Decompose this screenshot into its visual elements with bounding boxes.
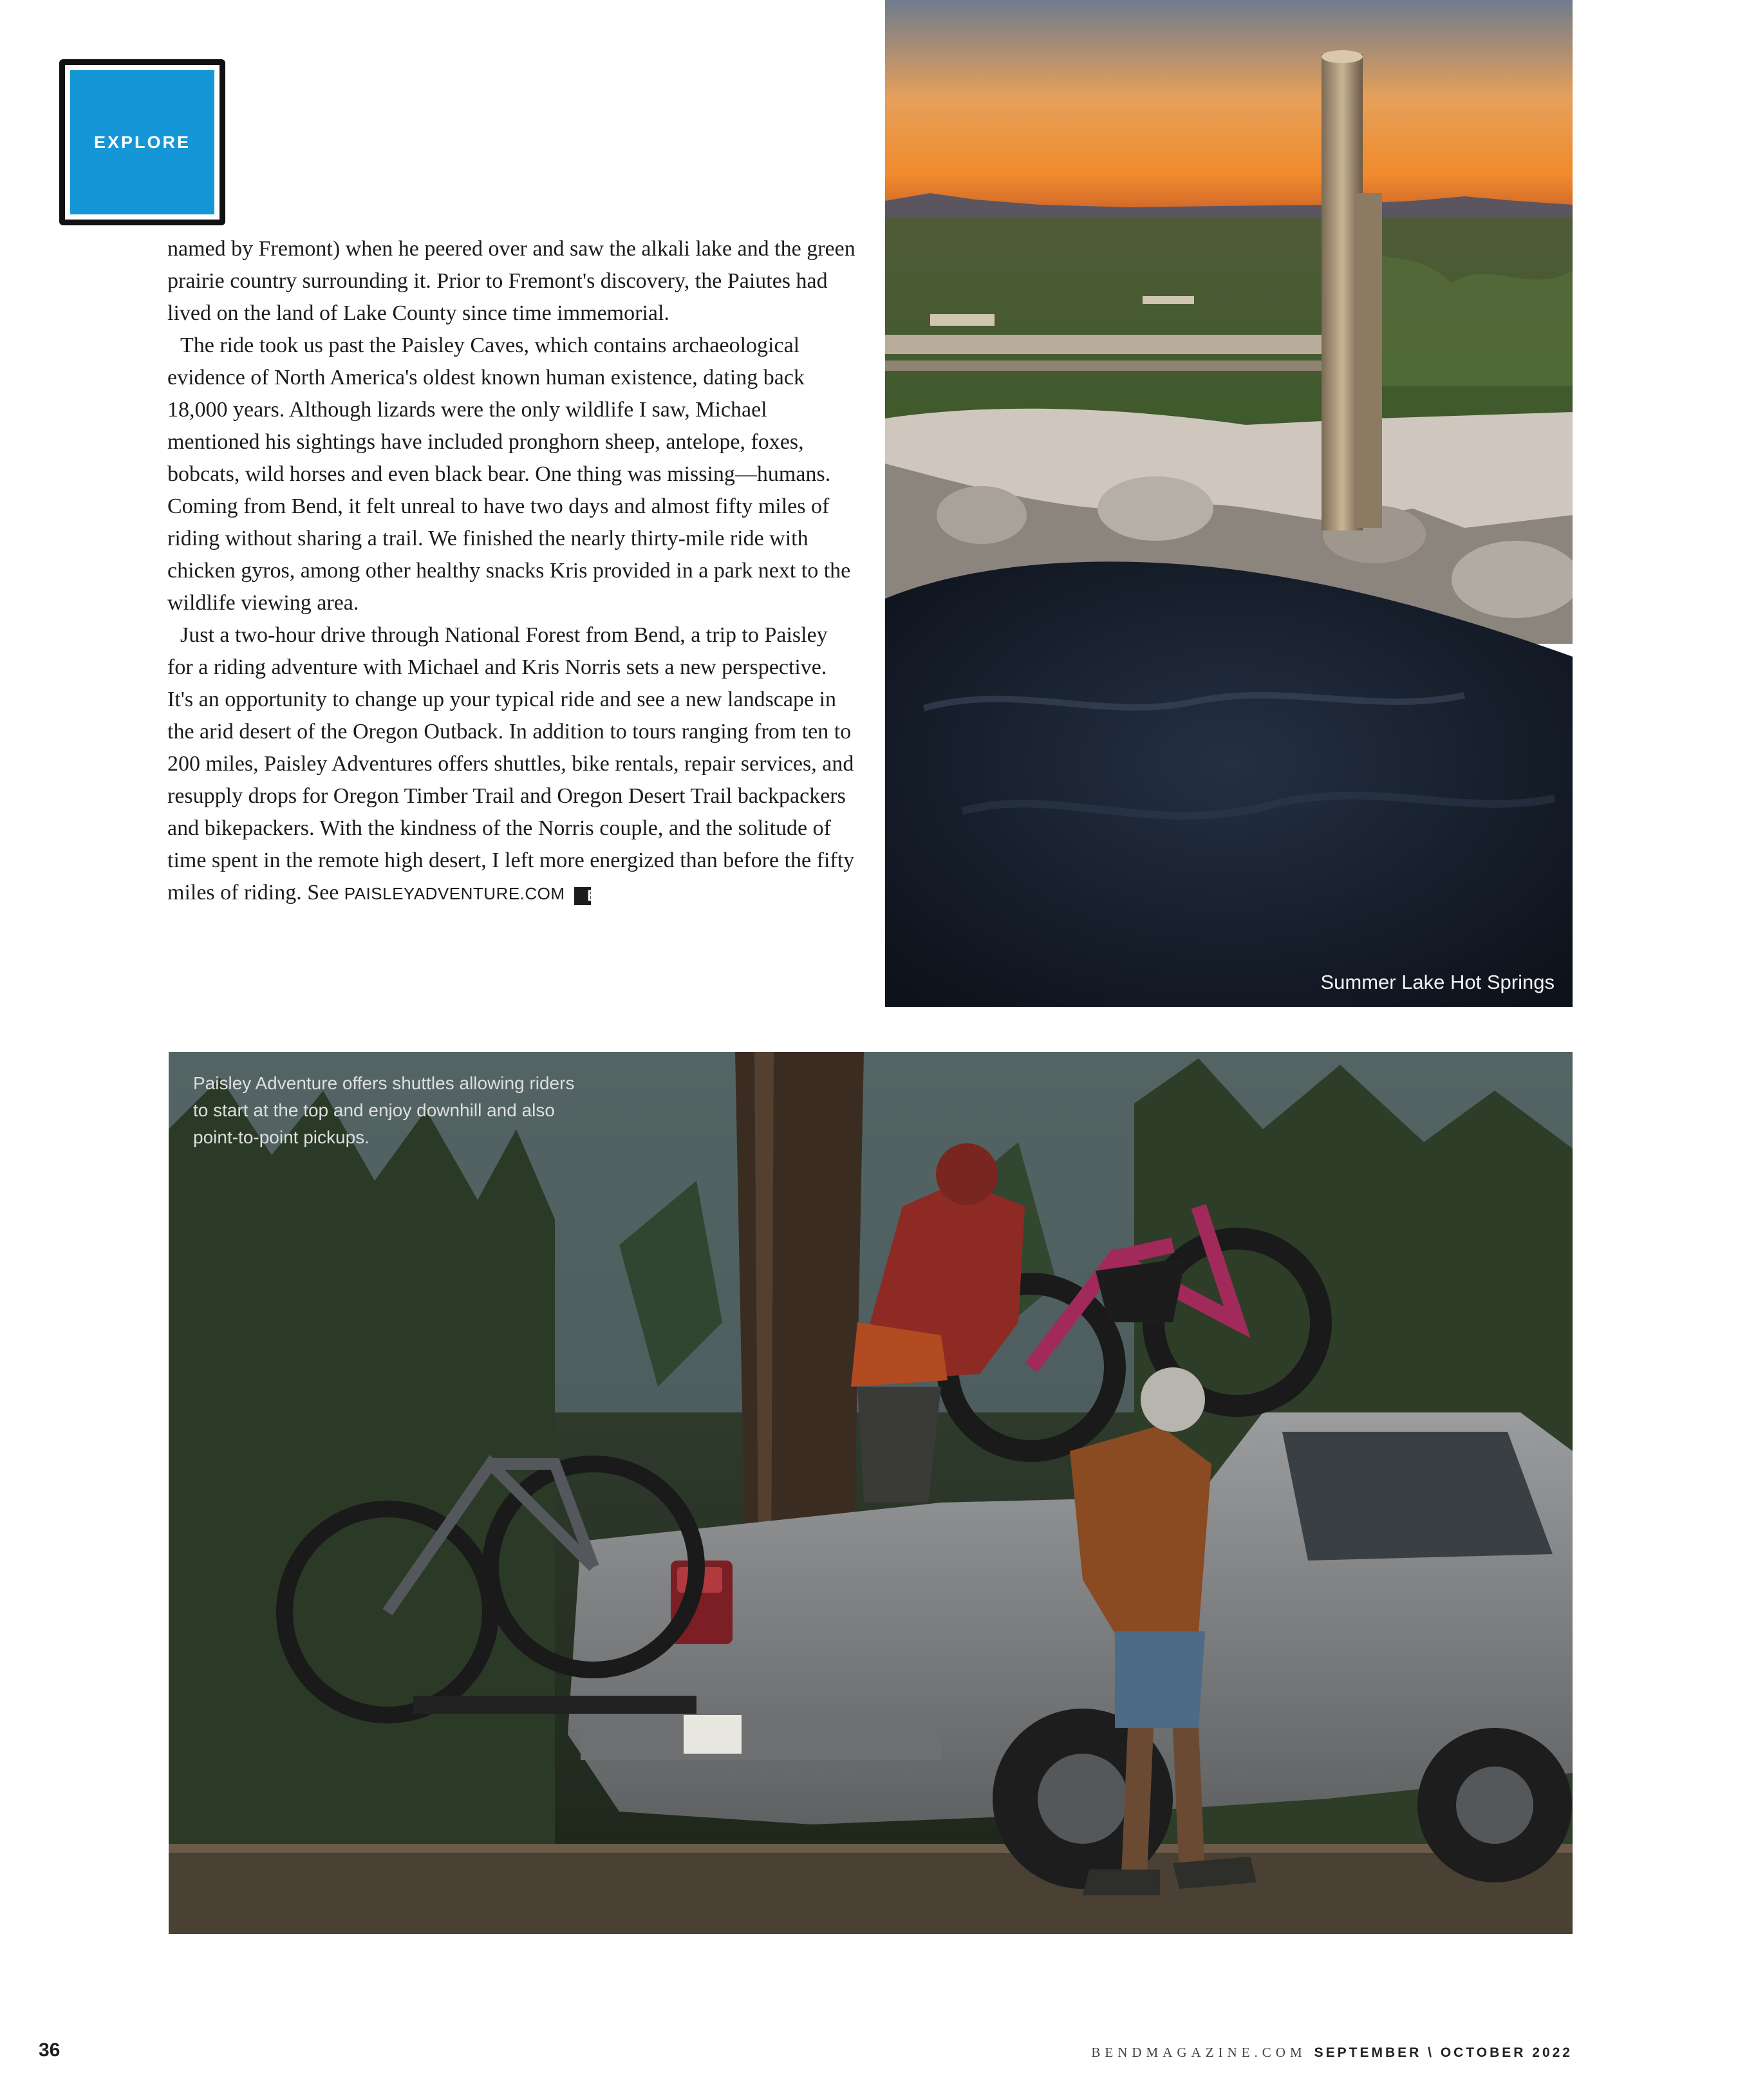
section-tag xyxy=(59,59,225,225)
website-link[interactable]: PAISLEYADVENTURE.COM xyxy=(344,884,565,903)
bike-shuttle-photo xyxy=(169,1052,1573,1934)
article-paragraph: The ride took us past the Paisley Caves, which contains archaeological evidence of North America's oldest known human existence, dating back 18,000 years. Although lizards were the only wildlife I saw, Michael mentioned his sightings have included pronghorn sheep, antelope, foxes, bobcats, wild horses and even black bear. One thing was missing—humans. Coming from Bend, it felt unreal to have two days and almost fifty miles of riding without sharing a trail. We finished the nearly thirty-mile ride with chicken gyros, among other healthy snacks Kris provided in a park next to the wildlife viewing area. xyxy=(167,333,851,615)
article-paragraph: named by Fremont) when he peered over and saw the alkali lake and the green prairie country surrounding it. Prior to Fremont's discovery, the Paiutes had lived on the land of Lake County since time immemorial. xyxy=(167,237,855,325)
article-closing-paragraph xyxy=(167,619,856,910)
footer-issue: SEPTEMBER \ OCTOBER 2022 xyxy=(1314,2045,1573,2060)
footer-site[interactable]: BENDMAGAZINE.COM xyxy=(1091,2045,1307,2060)
end-mark-icon: B xyxy=(574,887,591,905)
section-label: EXPLORE xyxy=(93,132,191,152)
shuttle-caption: Paisley Adventure offers shuttles allowing riders to start at the top and enjoy downhill and also point-to-point pickups. xyxy=(193,1073,575,1147)
footer xyxy=(1091,2045,1573,2061)
section-tag-fill xyxy=(70,70,214,214)
hot-springs-caption: Summer Lake Hot Springs xyxy=(1320,971,1555,993)
closing-text: Just a two-hour drive through National Forest from Bend, a trip to Paisley for a riding adventure with Michael and Kris Norris sets a new perspective. It's an opportunity to change up your typical ride and see a new landscape in the arid desert of the Oregon Outback. In addition to tours ranging from ten to 200 miles, Paisley Adventures offers shuttles, bike rentals, repair services, and resupply drops for Oregon Timber Trail and Oregon Desert Trail backpackers and bikepackers. With the kindness of the Norris couple, and the solitude of time spent in the remote high desert, I left more energized than before the fifty miles of riding. See xyxy=(167,623,855,905)
article-body xyxy=(167,233,856,910)
page-number: 36 xyxy=(39,2039,61,2061)
hot-springs-photo xyxy=(885,0,1573,1007)
